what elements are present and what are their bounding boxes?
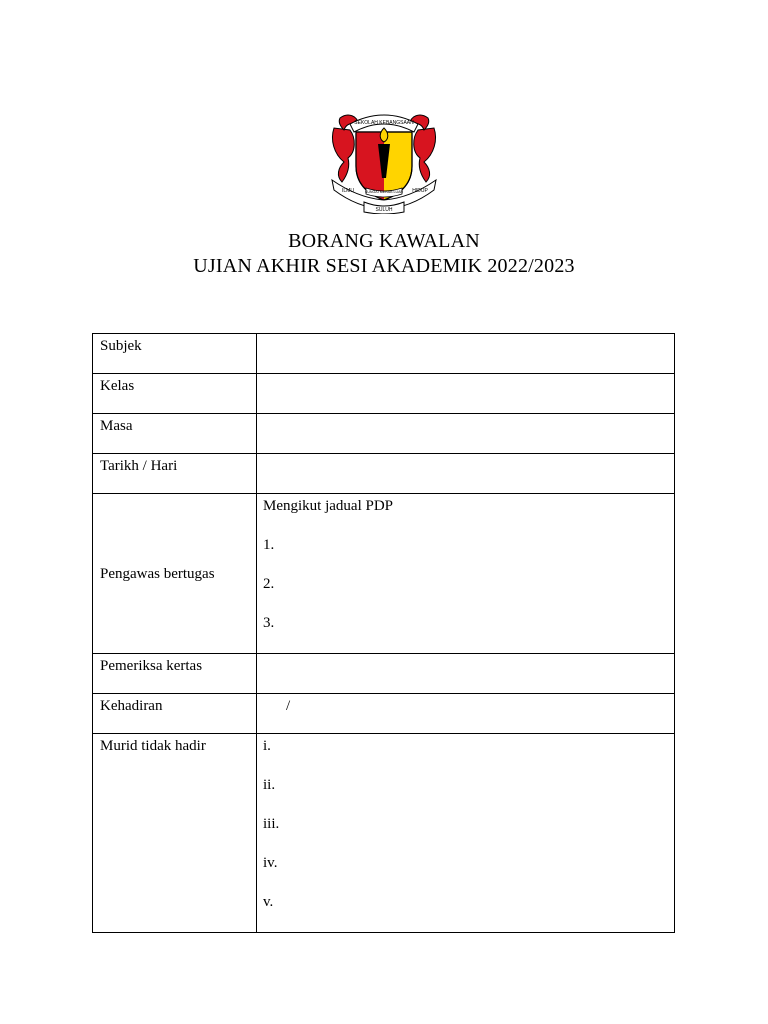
field-masa[interactable] — [257, 414, 675, 454]
label-masa: Masa — [93, 414, 257, 454]
logo-top-text: SEKOLAH KEBANGSAAN — [354, 120, 414, 126]
row-kelas — [93, 374, 675, 414]
row-masa — [93, 414, 675, 454]
row-pengawas — [93, 494, 675, 654]
murid-item-iii: iii. — [263, 816, 280, 832]
field-kehadiran[interactable] — [257, 694, 675, 734]
field-kelas[interactable] — [257, 374, 675, 414]
murid-item-i: i. — [263, 738, 271, 754]
field-murid-tidak-hadir[interactable] — [257, 734, 675, 933]
kehadiran-slash: / — [286, 698, 291, 714]
form-title: BORANG KAWALAN — [288, 230, 480, 252]
field-tarikh-hari[interactable] — [257, 454, 675, 494]
form-subtitle: UJIAN AKHIR SESI AKADEMIK 2022/2023 — [193, 255, 575, 277]
logo-bottom-text: SULUH — [375, 207, 393, 213]
pengawas-item-2: 2. — [263, 576, 275, 592]
pengawas-item-3: 3. — [263, 615, 275, 631]
label-pemeriksa: Pemeriksa kertas — [93, 654, 257, 694]
label-pengawas: Pengawas bertugas — [93, 494, 257, 654]
label-kelas: Kelas — [93, 374, 257, 414]
row-murid-tidak-hadir — [93, 734, 675, 933]
school-crest-logo — [328, 110, 440, 214]
label-subjek: Subjek — [93, 334, 257, 374]
logo-left-text: ILMU — [342, 188, 354, 194]
label-murid-tidak-hadir: Murid tidak hadir — [93, 734, 257, 933]
field-subjek[interactable] — [257, 334, 675, 374]
murid-item-v: v. — [263, 894, 274, 910]
logo-right-text: HIDUP — [412, 188, 428, 194]
row-subjek — [93, 334, 675, 374]
field-pemeriksa[interactable] — [257, 654, 675, 694]
pengawas-item-1: 1. — [263, 537, 275, 553]
label-kehadiran: Kehadiran — [93, 694, 257, 734]
row-kehadiran — [93, 694, 675, 734]
pengawas-intro: Mengikut jadual PDP — [263, 498, 393, 514]
label-tarikh-hari: Tarikh / Hari — [93, 454, 257, 494]
row-pemeriksa — [93, 654, 675, 694]
murid-item-ii: ii. — [263, 777, 276, 793]
row-tarikh-hari — [93, 454, 675, 494]
control-form-table — [92, 333, 675, 933]
field-pengawas[interactable] — [257, 494, 675, 654]
logo-mid-text: SUNGAI MERAB LUAR — [364, 190, 404, 194]
murid-item-iv: iv. — [263, 855, 278, 871]
